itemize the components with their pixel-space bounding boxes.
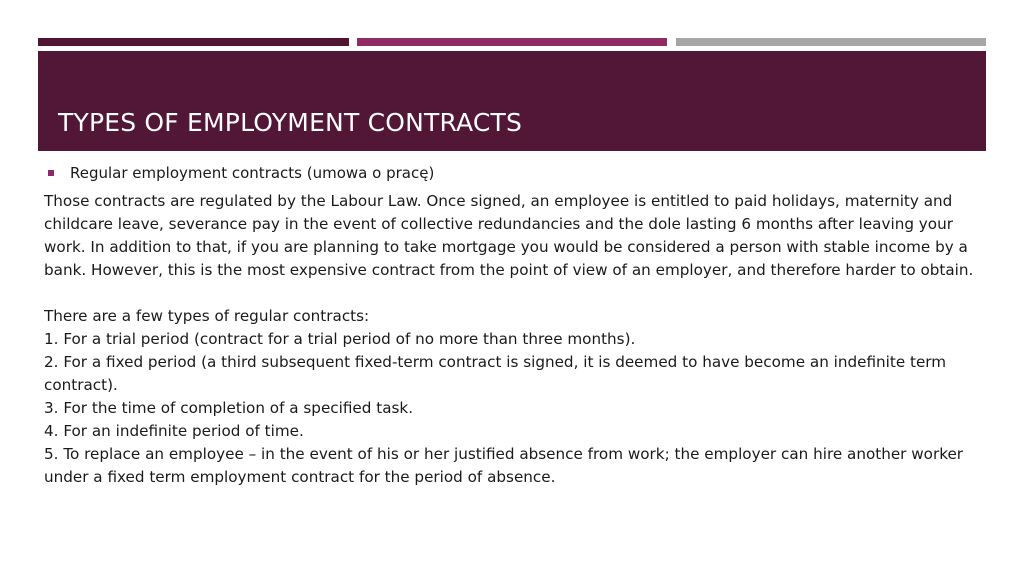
slide-title: TYPES OF EMPLOYMENT CONTRACTS: [58, 108, 523, 137]
paragraph-spacer: [44, 282, 984, 305]
body-paragraph: Those contracts are regulated by the Labour Law. Once signed, an employee is entitled to paid holidays, maternity and childcare leave, severance pay in the event of collective redundancies and the dole lasting 6 months after leaving your work. In addition to that, if you are planning to take mortgage you would be considered a person with stable income by a bank. However, this is the most expensive contract from the point of view of an employer, and therefore harder to obtain.: [44, 192, 974, 279]
list-item-5: 5. To replace an employee – in the event of his or her justified absence from work; the employer can hire another worker under a fixed term employment contract for the period of absence.: [44, 445, 964, 486]
list-intro: There are a few types of regular contracts:: [44, 307, 370, 325]
list-item-3: 3. For the time of completion of a specified task.: [44, 399, 414, 417]
top-bar-gray: [676, 38, 986, 46]
title-band: [38, 51, 986, 151]
decorative-top-bars: [38, 38, 986, 46]
list-item-4: 4. For an indefinite period of time.: [44, 422, 304, 440]
square-bullet-icon: [48, 170, 54, 176]
bullet-text: Regular employment contracts (umowa o pracę): [70, 164, 435, 182]
list-item-1: 1. For a trial period (contract for a trial period of no more than three months).: [44, 330, 636, 348]
top-bar-magenta: [357, 38, 667, 46]
list-item-2: 2. For a fixed period (a third subsequent fixed-term contract is signed, it is deemed to have become an indefinite term contract).: [44, 353, 947, 394]
slide-body: [44, 190, 984, 489]
top-bar-dark: [38, 38, 349, 46]
